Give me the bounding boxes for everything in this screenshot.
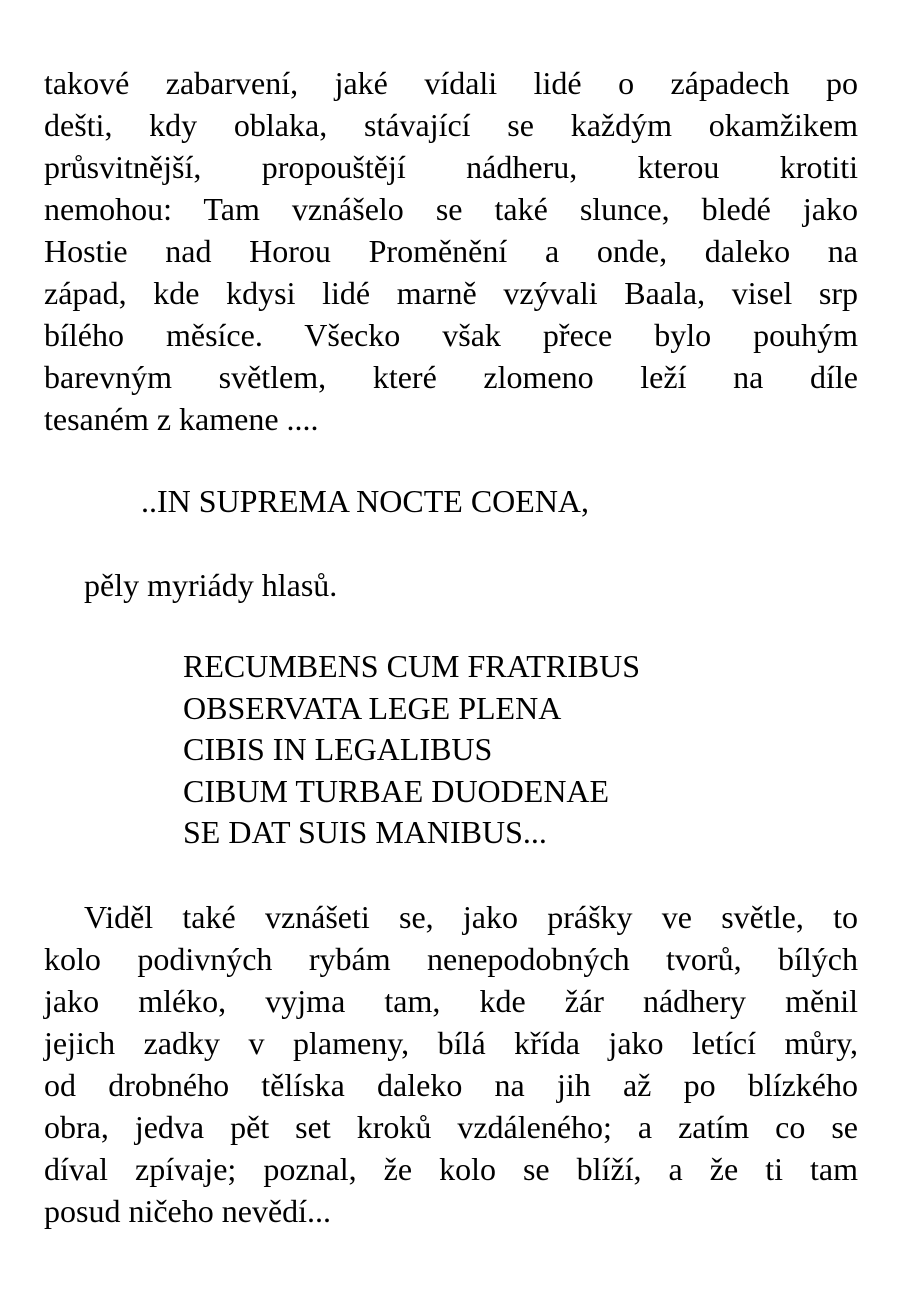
- text-line: západ, kde kdysi lidé marně vzývali Baala, visel srp: [44, 275, 858, 311]
- text-line: bílého měsíce. Všecko však přece bylo pouhým: [44, 317, 858, 353]
- text-line: průsvitnější, propouštějí nádheru, kterou krotiti: [44, 149, 858, 185]
- latin-verse: [183, 646, 640, 854]
- text-line: posud ničeho nevědí...: [44, 1193, 332, 1229]
- paragraph-1: [44, 62, 858, 440]
- verse-line: CIBIS IN LEGALIBUS: [183, 731, 493, 767]
- verse-line: OBSERVATA LEGE PLENA: [183, 689, 562, 726]
- text-line: kolo podivných rybám nenepodobných tvorů, bílých: [44, 941, 858, 977]
- text-line: Viděl také vznášeti se, jako prášky ve světle, to: [84, 899, 858, 935]
- text-line: tesaném z kamene ....: [44, 401, 319, 437]
- verse-line: SE DAT SUIS MANIBUS...: [183, 814, 547, 850]
- text-line: takové zabarvení, jaké vídali lidé o západech po: [44, 65, 858, 101]
- text-line: obra, jedva pět set kroků vzdáleného; a zatím co se: [44, 1109, 858, 1145]
- verse-line: CIBUM TURBAE DUODENAE: [183, 772, 610, 809]
- text-line: díval zpívaje; poznal, že kolo se blíží, a že ti tam: [44, 1151, 858, 1187]
- latin-heading-line: ..IN SUPREMA NOCTE COENA,: [141, 483, 590, 519]
- text-line: nemohou: Tam vznášelo se také slunce, bledé jako: [44, 191, 858, 227]
- text-line: jejich zadky v plameny, bílá křída jako letící můry,: [44, 1025, 858, 1061]
- text-line: barevným světlem, které zlomeno leží na díle: [44, 359, 858, 395]
- verse-line: RECUMBENS CUM FRATRIBUS: [183, 648, 640, 684]
- text-line: Hostie nad Horou Proměnění a onde, daleko na: [44, 233, 858, 269]
- text-line: jako mléko, vyjma tam, kde žár nádhery měnil: [44, 983, 858, 1019]
- sung-line: pěly myriády hlasů.: [84, 567, 338, 603]
- paragraph-2: [44, 896, 858, 1232]
- text-line: od drobného tělíska daleko na jih až po blízkého: [44, 1067, 858, 1103]
- text-line: dešti, kdy oblaka, stávající se každým okamžikem: [44, 107, 858, 143]
